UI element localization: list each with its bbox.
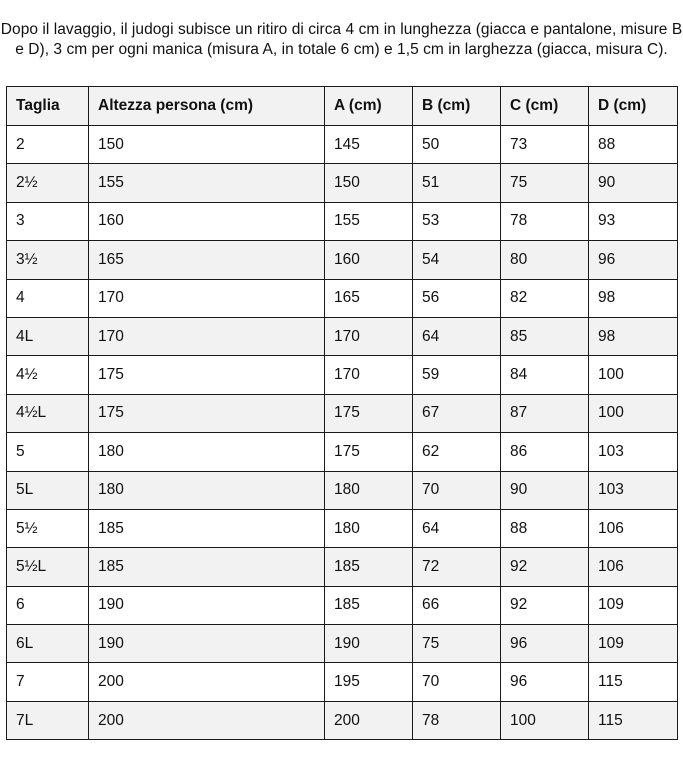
cell-a: 180 — [325, 471, 413, 509]
cell-a: 145 — [325, 126, 413, 164]
cell-a: 195 — [325, 663, 413, 701]
cell-altezza: 170 — [89, 317, 325, 355]
table-row — [7, 394, 678, 432]
cell-d: 106 — [589, 548, 678, 586]
cell-a: 170 — [325, 356, 413, 394]
cell-d: 115 — [589, 701, 678, 739]
cell-b: 62 — [413, 433, 501, 471]
cell-taglia: 5 — [7, 433, 89, 471]
cell-c: 92 — [501, 586, 589, 624]
cell-c: 100 — [501, 701, 589, 739]
cell-b: 51 — [413, 164, 501, 202]
cell-altezza: 180 — [89, 433, 325, 471]
table-row — [7, 241, 678, 279]
cell-c: 80 — [501, 241, 589, 279]
header-d: D (cm) — [589, 87, 678, 126]
cell-a: 155 — [325, 202, 413, 240]
cell-altezza: 165 — [89, 241, 325, 279]
header-a: A (cm) — [325, 87, 413, 126]
cell-d: 88 — [589, 126, 678, 164]
cell-b: 70 — [413, 471, 501, 509]
cell-altezza: 180 — [89, 471, 325, 509]
cell-taglia: 6 — [7, 586, 89, 624]
cell-taglia: 2½ — [7, 164, 89, 202]
cell-c: 96 — [501, 625, 589, 663]
cell-a: 180 — [325, 509, 413, 547]
cell-taglia: 2 — [7, 126, 89, 164]
cell-c: 73 — [501, 126, 589, 164]
cell-d: 90 — [589, 164, 678, 202]
size-table — [6, 86, 678, 740]
table-row — [7, 586, 678, 624]
cell-c: 86 — [501, 433, 589, 471]
cell-altezza: 200 — [89, 701, 325, 739]
cell-c: 85 — [501, 317, 589, 355]
table-row — [7, 509, 678, 547]
table-row — [7, 663, 678, 701]
cell-c: 82 — [501, 279, 589, 317]
cell-d: 115 — [589, 663, 678, 701]
header-c: C (cm) — [501, 87, 589, 126]
cell-taglia: 5½ — [7, 509, 89, 547]
table-row — [7, 126, 678, 164]
cell-b: 72 — [413, 548, 501, 586]
cell-a: 165 — [325, 279, 413, 317]
cell-altezza: 150 — [89, 126, 325, 164]
cell-taglia: 6L — [7, 625, 89, 663]
cell-b: 64 — [413, 317, 501, 355]
cell-altezza: 190 — [89, 586, 325, 624]
table-row — [7, 433, 678, 471]
cell-c: 90 — [501, 471, 589, 509]
cell-taglia: 7L — [7, 701, 89, 739]
cell-altezza: 185 — [89, 548, 325, 586]
cell-b: 70 — [413, 663, 501, 701]
cell-altezza: 175 — [89, 394, 325, 432]
table-row — [7, 164, 678, 202]
cell-b: 50 — [413, 126, 501, 164]
cell-c: 84 — [501, 356, 589, 394]
cell-altezza: 200 — [89, 663, 325, 701]
cell-altezza: 160 — [89, 202, 325, 240]
cell-taglia: 3 — [7, 202, 89, 240]
cell-d: 103 — [589, 433, 678, 471]
cell-a: 200 — [325, 701, 413, 739]
cell-altezza: 175 — [89, 356, 325, 394]
header-b: B (cm) — [413, 87, 501, 126]
cell-taglia: 4½L — [7, 394, 89, 432]
cell-altezza: 185 — [89, 509, 325, 547]
cell-d: 98 — [589, 317, 678, 355]
cell-c: 78 — [501, 202, 589, 240]
cell-a: 190 — [325, 625, 413, 663]
cell-c: 75 — [501, 164, 589, 202]
cell-altezza: 155 — [89, 164, 325, 202]
cell-a: 175 — [325, 394, 413, 432]
cell-d: 103 — [589, 471, 678, 509]
cell-taglia: 5½L — [7, 548, 89, 586]
cell-c: 88 — [501, 509, 589, 547]
table-row — [7, 625, 678, 663]
cell-d: 109 — [589, 586, 678, 624]
cell-b: 56 — [413, 279, 501, 317]
cell-taglia: 5L — [7, 471, 89, 509]
header-taglia: Taglia — [7, 87, 89, 126]
cell-b: 54 — [413, 241, 501, 279]
header-altezza: Altezza persona (cm) — [89, 87, 325, 126]
cell-d: 93 — [589, 202, 678, 240]
cell-b: 66 — [413, 586, 501, 624]
cell-b: 78 — [413, 701, 501, 739]
table-row — [7, 548, 678, 586]
cell-d: 100 — [589, 394, 678, 432]
table-row — [7, 317, 678, 355]
intro-paragraph: Dopo il lavaggio, il judogi subisce un ritiro di circa 4 cm in lunghezza (giacca e pantalone, misure B e D), 3 cm per ogni manica (misura A, in totale 6 cm) e 1,5 cm in larghezza (giacca, misura C). — [0, 20, 683, 58]
cell-b: 59 — [413, 356, 501, 394]
size-table-header — [7, 87, 678, 126]
table-row — [7, 202, 678, 240]
table-row — [7, 279, 678, 317]
cell-b: 64 — [413, 509, 501, 547]
cell-taglia: 4L — [7, 317, 89, 355]
cell-d: 98 — [589, 279, 678, 317]
cell-a: 185 — [325, 586, 413, 624]
cell-a: 170 — [325, 317, 413, 355]
cell-d: 106 — [589, 509, 678, 547]
cell-c: 87 — [501, 394, 589, 432]
cell-a: 175 — [325, 433, 413, 471]
cell-d: 100 — [589, 356, 678, 394]
cell-a: 160 — [325, 241, 413, 279]
cell-d: 96 — [589, 241, 678, 279]
cell-b: 67 — [413, 394, 501, 432]
table-row — [7, 701, 678, 739]
header-row — [7, 87, 678, 126]
cell-a: 150 — [325, 164, 413, 202]
size-table-body — [7, 126, 678, 740]
cell-d: 109 — [589, 625, 678, 663]
cell-taglia: 3½ — [7, 241, 89, 279]
cell-altezza: 190 — [89, 625, 325, 663]
cell-b: 53 — [413, 202, 501, 240]
cell-b: 75 — [413, 625, 501, 663]
cell-c: 96 — [501, 663, 589, 701]
cell-taglia: 4 — [7, 279, 89, 317]
cell-a: 185 — [325, 548, 413, 586]
cell-taglia: 7 — [7, 663, 89, 701]
cell-c: 92 — [501, 548, 589, 586]
cell-altezza: 170 — [89, 279, 325, 317]
table-row — [7, 356, 678, 394]
cell-taglia: 4½ — [7, 356, 89, 394]
table-row — [7, 471, 678, 509]
